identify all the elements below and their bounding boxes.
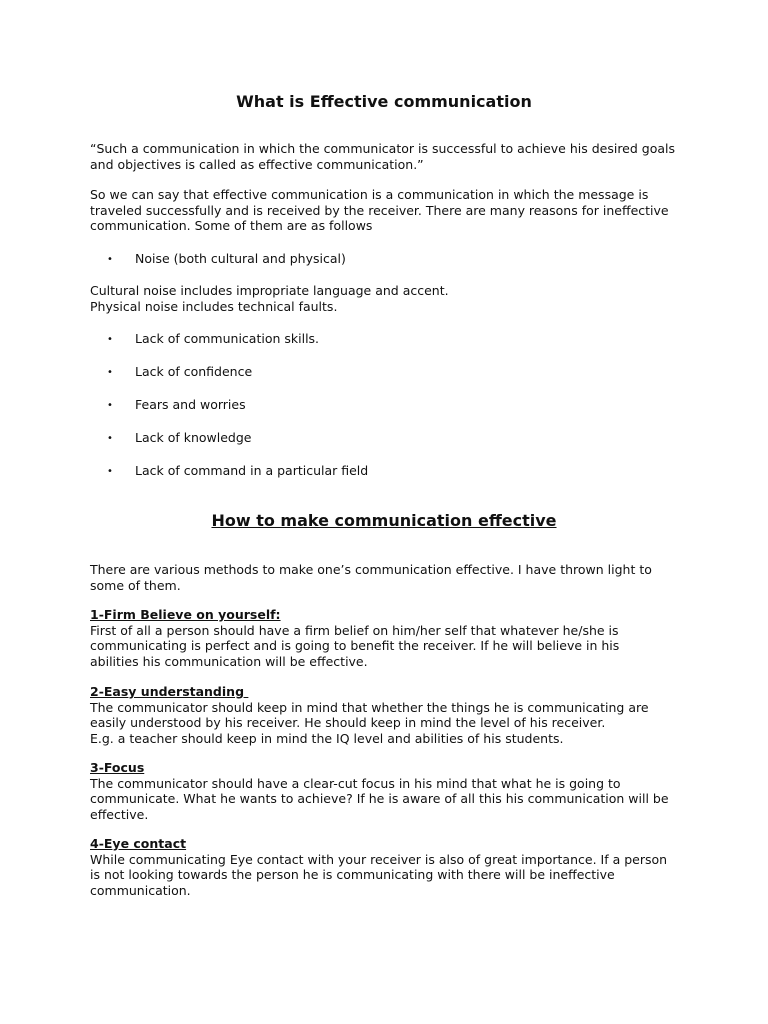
method-line: First of all a person should have a firm belief on him/her self that whatever he/she is: [90, 622, 619, 638]
method-line: The communicator should have a clear-cut focus in his mind that what he is going to: [90, 775, 621, 791]
list-item-text: Lack of knowledge: [135, 430, 252, 445]
intro-quote-line: and objectives is called as effective communication.”: [90, 156, 424, 172]
method-section: [90, 607, 690, 669]
method-line: abilities his communication will be effective.: [90, 653, 368, 669]
bullet-icon: •: [107, 400, 113, 411]
method-line: communicating is perfect and is going to benefit the receiver. If he will believe in his: [90, 638, 620, 653]
method-line: The communicator should keep in mind that whether the things he is communicating are: [90, 699, 649, 715]
list-item-text: Lack of command in a particular field: [135, 463, 369, 478]
intro-paragraph-line: So we can say that effective communication is a communication in which the message is: [90, 187, 649, 202]
bullet-icon: •: [107, 466, 113, 477]
noise-explanation-line: Cultural noise includes impropriate language and accent.: [90, 283, 449, 298]
section-heading-text: How to make communication effective: [211, 511, 557, 530]
list-item: [107, 397, 246, 414]
list-item-text: Lack of communication skills.: [135, 331, 320, 346]
method-heading: 3-Focus: [90, 760, 145, 775]
noise-explanation: [90, 283, 690, 314]
method-section: [90, 684, 690, 746]
list-item: [107, 331, 319, 348]
list-item: [107, 463, 368, 480]
document-title: What is Effective communication: [236, 92, 532, 111]
bullet-icon: •: [107, 367, 113, 378]
list-item: [107, 430, 252, 447]
intro-paragraph-line: communication. Some of them are as follows: [90, 218, 373, 233]
bullet-icon: •: [107, 334, 113, 345]
method-line: easily understood by his receiver. He should keep in mind the level of his receiver.: [90, 715, 606, 730]
intro-paragraph-line: traveled successfully and is received by the receiver. There are many reasons for ineffective: [90, 202, 669, 218]
list-item: [107, 364, 252, 381]
method-line: communication.: [90, 882, 191, 898]
intro-quote: [90, 141, 690, 172]
method-section: [90, 836, 690, 898]
list-item-text: Fears and worries: [135, 397, 246, 412]
method-heading: 1-Firm Believe on yourself:: [90, 607, 281, 622]
methods-intro: [90, 562, 690, 593]
list-item: [107, 251, 346, 268]
method-section: [90, 760, 690, 822]
method-line: communicate. What he wants to achieve? If he is aware of all this his communication will be: [90, 791, 669, 806]
method-heading: 4-Eye contact: [90, 836, 187, 851]
intro-paragraph: [90, 187, 690, 234]
methods-intro-line: some of them.: [90, 577, 181, 593]
bullet-icon: •: [107, 254, 113, 265]
method-line: is not looking towards the person he is communicating with there will be ineffective: [90, 867, 615, 882]
method-line: While communicating Eye contact with your receiver is also of great importance. If a person: [90, 851, 668, 867]
noise-explanation-line: Physical noise includes technical faults.: [90, 298, 338, 314]
list-item-text: Lack of confidence: [135, 364, 253, 379]
section-heading: [0, 511, 768, 530]
methods-intro-line: There are various methods to make one’s communication effective. I have thrown light to: [90, 562, 652, 577]
method-heading: 2-Easy understanding: [90, 684, 249, 699]
intro-quote-line: “Such a communication in which the communicator is successful to achieve his desired goals: [90, 141, 676, 156]
bullet-icon: •: [107, 433, 113, 444]
list-item-text: Noise (both cultural and physical): [135, 251, 346, 266]
method-line: E.g. a teacher should keep in mind the IQ level and abilities of his students.: [90, 730, 564, 746]
method-line: effective.: [90, 806, 149, 822]
